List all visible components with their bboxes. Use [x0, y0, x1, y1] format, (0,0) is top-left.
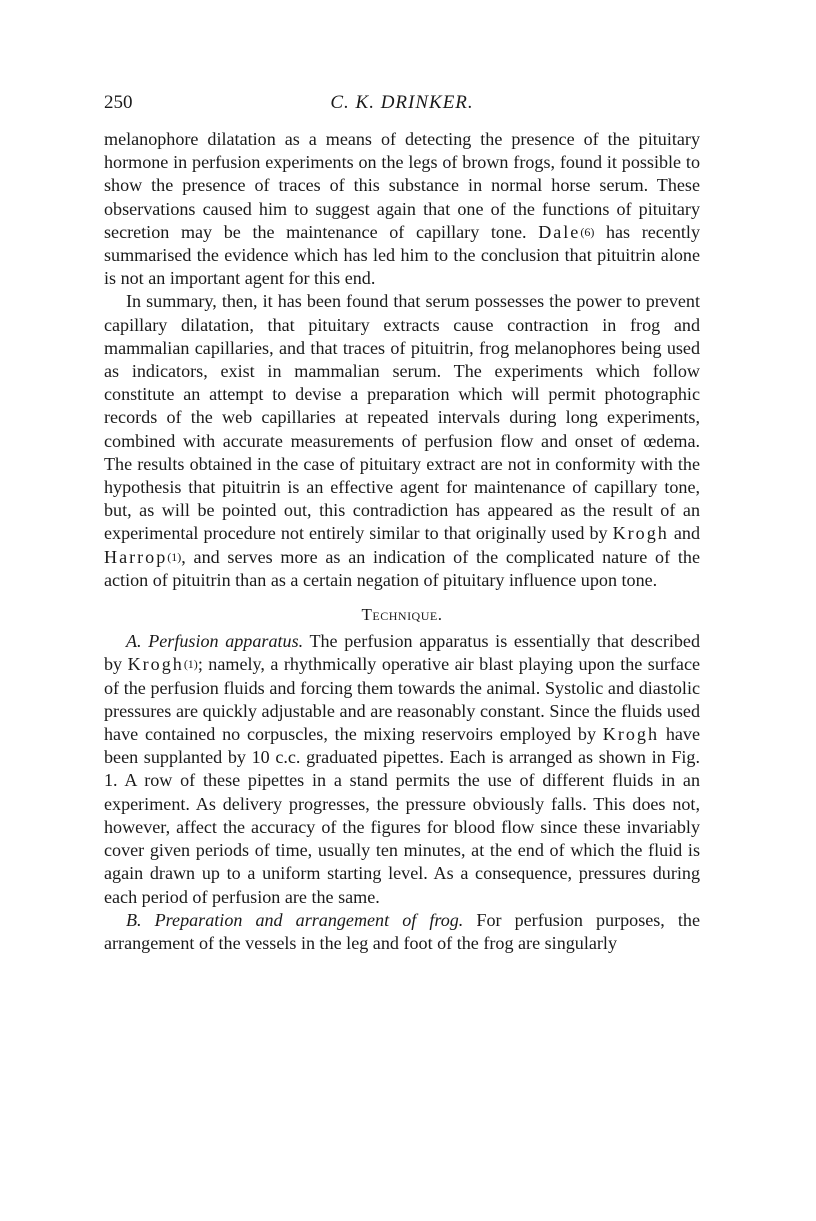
- page-header: [104, 92, 700, 118]
- paragraph-2: In summary, then, it has been found that serum possesses the power to prevent capillary dilatation, that pituitary extracts cause contraction in frog and mammalian capillaries, and that traces of pituitrin, frog melanophores being used as indicators, exist in mammalian serum. The experiments which follow constitute an attempt to devise a preparation which will permit photographic records of the web capillaries at repeated intervals during long experiments, combined with accurate measurements of perfusion flow and onset of œdema. The results obtained in the case of pituitary extract are not in conformity with the hypothesis that pituitrin is an effective agent for maintenance of capillary tone, but, as will be pointed out, this contradiction has appeared as the result of an experimental procedure not entirely similar to that originally used by Krogh and Harrop(1), and serves more as an indication of the complicated nature of the action of pituitrin than as a certain negation of pituitary influence upon tone.: [104, 291, 700, 590]
- paragraph-3: A. Perfusion apparatus. The perfusion apparatus is essentially that described by Krogh(1); namely, a rhythmically operative air blast playing upon the surface of the perfusion fluids and forcing them towards the animal. Systolic and diastolic pressures are quickly adjustable and are reasonably constant. Since the fluids used have contained no corpuscles, the mixing reservoirs employed by Krogh have been supplanted by 10 c.c. graduated pipettes. Each is arranged as shown in Fig. 1. A row of these pipettes in a stand permits the use of different fluids in an experiment. As delivery progresses, the pressure obviously falls. This does not, however, affect the accuracy of the figures for blood flow since these invariably cover given periods of time, usually ten minutes, at the end of which the fluid is again drawn up to a uniform starting level. As a consequence, pressures during each period of perfusion are the same.: [104, 631, 701, 907]
- body-text: [104, 128, 700, 955]
- author-name-krogh: Krogh: [612, 523, 669, 544]
- author-name-harrop: Harrop: [104, 546, 168, 567]
- reference-marker: (6): [580, 224, 595, 239]
- author-name-dale: Dale: [538, 221, 581, 242]
- section-heading: Technique.: [361, 605, 443, 625]
- page-number: 250: [104, 92, 133, 113]
- author-name-krogh: Krogh: [602, 724, 660, 745]
- paragraph-4: B. Preparation and arrangement of frog. For perfusion purposes, the arrangement of the vessels in the leg and foot of the frog are singularly: [104, 909, 700, 953]
- running-head: C. K. DRINKER.: [330, 92, 474, 113]
- subsection-label: A. Perfusion apparatus.: [126, 631, 304, 652]
- paragraph-1: melanophore dilatation as a means of detecting the presence of the pituitary hormone in perfusion experiments on the legs of brown frogs, found it possible to show the presence of traces of this substance in normal horse serum. These observations caused him to suggest again that one of the functions of pituitary secretion may be the maintenance of capillary tone. Dale(6) has recently summarised the evidence which has led him to the conclusion that pituitrin alone is not an important agent for this end.: [104, 129, 700, 289]
- reference-marker: (1): [167, 549, 182, 564]
- subsection-label: B. Preparation and arrangement of frog.: [126, 909, 464, 930]
- author-name-krogh: Krogh: [127, 654, 184, 675]
- reference-marker: (1): [183, 657, 198, 672]
